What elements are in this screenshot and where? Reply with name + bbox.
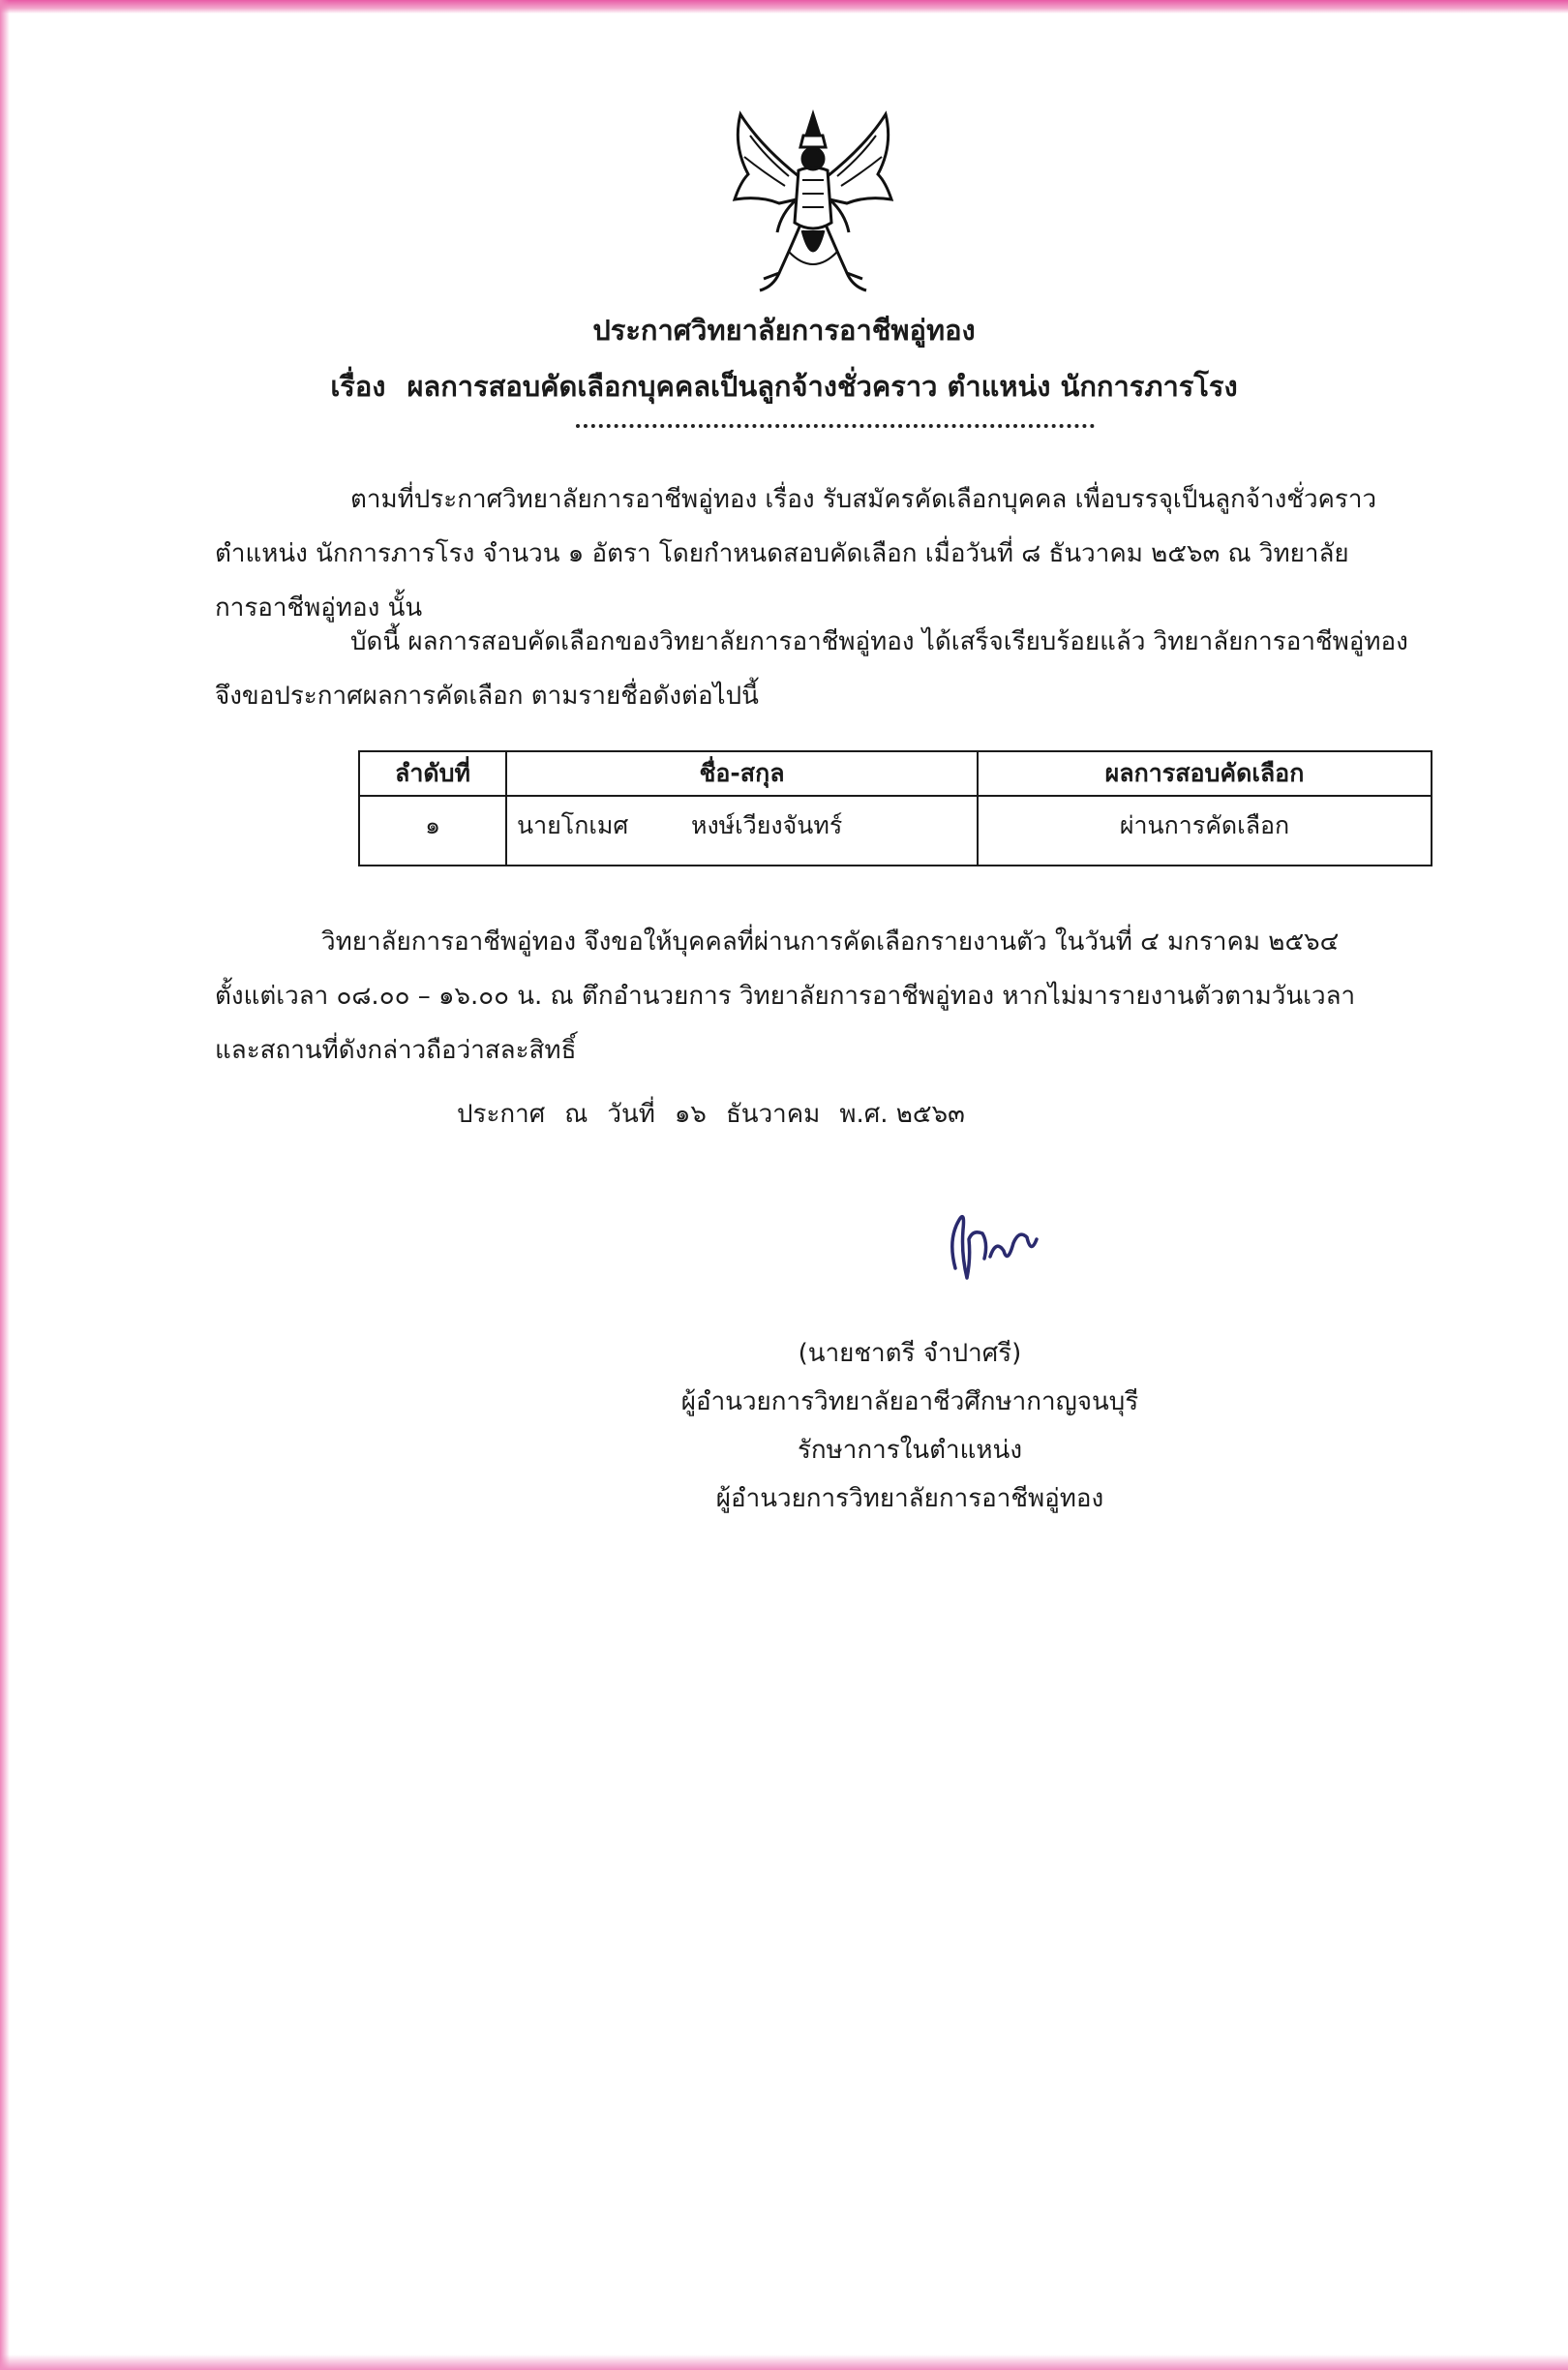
cell-last-name: หงษ์เวียงจันทร์ <box>691 811 843 839</box>
garuda-emblem-icon <box>721 106 905 300</box>
paragraph-line: บัดนี้ ผลการสอบคัดเลือกของวิทยาลัยการอาชีพอู่ทอง ได้เสร็จเรียบร้อยแล้ว วิทยาลัยการอาชีพอู่ทอง <box>350 627 1408 656</box>
header-result: ผลการสอบคัดเลือก <box>978 751 1432 796</box>
announce-date <box>457 1094 984 1134</box>
announcement-title: ประกาศวิทยาลัยการอาชีพอู่ทอง <box>592 314 976 347</box>
paragraph-result-intro <box>215 615 1463 723</box>
paragraph-intro <box>215 472 1463 635</box>
announce-day: ๑๖ <box>674 1100 707 1129</box>
header-order: ลำดับที่ <box>359 751 506 796</box>
signer-block <box>619 1329 1200 1523</box>
announce-word: ประกาศ <box>457 1100 546 1129</box>
result-table <box>358 750 1432 866</box>
paragraph-line: การอาชีพอู่ทอง นั้น <box>215 593 423 623</box>
paragraph-line: ตามที่ประกาศวิทยาลัยการอาชีพอู่ทอง เรื่อง รับสมัครคัดเลือกบุคคล เพื่อบรรจุเป็นลูกจ้างชั่วคราว <box>350 485 1377 514</box>
paragraph-line: ตำแหน่ง นักการภารโรง จำนวน ๑ อัตรา โดยกำหนดสอบคัดเลือก เมื่อวันที่ ๘ ธันวาคม ๒๕๖๓ ณ วิทยาลัย <box>215 539 1349 568</box>
paragraph-line: จึงขอประกาศผลการคัดเลือก ตามรายชื่อดังต่อไปนี้ <box>215 682 759 711</box>
paragraph-report <box>215 915 1463 1078</box>
paragraph-line: ตั้งแต่เวลา ๐๘.๐๐ – ๑๖.๐๐ น. ณ ตึกอำนวยการ วิทยาลัยการอาชีพอู่ทอง หากไม่มารายงานตัวตามวันเวลา <box>215 982 1356 1011</box>
announce-month: ธันวาคม <box>725 1100 821 1129</box>
announce-at: ณ <box>564 1100 588 1129</box>
announcement-subject <box>0 364 1568 409</box>
signer-acting-position: ผู้อำนวยการวิทยาลัยการอาชีพอู่ทอง <box>715 1484 1104 1513</box>
cell-first-name: นายโกเมศ <box>517 811 629 839</box>
paper-edge-left <box>0 0 10 2370</box>
announce-day-label: วันที่ <box>607 1100 655 1129</box>
signature-image <box>934 1200 1050 1297</box>
cell-order: ๑ <box>359 796 506 866</box>
dotted-separator <box>576 424 1095 428</box>
cell-fullname <box>506 796 978 866</box>
subject-text: ผลการสอบคัดเลือกบุคคลเป็นลูกจ้างชั่วคราว ตำแหน่ง นักการภารโรง <box>407 370 1238 403</box>
subject-label: เรื่อง <box>330 370 386 403</box>
paper-edge-bottom <box>0 2355 1568 2370</box>
paper-edge-top <box>0 0 1568 14</box>
paragraph-line: และสถานที่ดังกล่าวถือว่าสละสิทธิ์ <box>215 1036 577 1065</box>
signer-name: (นายชาตรี จำปาศรี) <box>798 1339 1022 1368</box>
cell-result: ผ่านการคัดเลือก <box>978 796 1432 866</box>
header-fullname: ชื่อ-สกุล <box>506 751 978 796</box>
signer-position: ผู้อำนวยการวิทยาลัยอาชีวศึกษากาญจนบุรี <box>680 1387 1139 1416</box>
table-header-row <box>359 751 1432 796</box>
table-row <box>359 796 1432 866</box>
signer-acting: รักษาการในตำแหน่ง <box>797 1436 1023 1465</box>
announce-year: พ.ศ. ๒๕๖๓ <box>839 1100 965 1129</box>
paragraph-line: วิทยาลัยการอาชีพอู่ทอง จึงขอให้บุคคลที่ผ่านการคัดเลือกรายงานตัว ในวันที่ ๔ มกราคม ๒๕๖๔ <box>321 927 1340 957</box>
